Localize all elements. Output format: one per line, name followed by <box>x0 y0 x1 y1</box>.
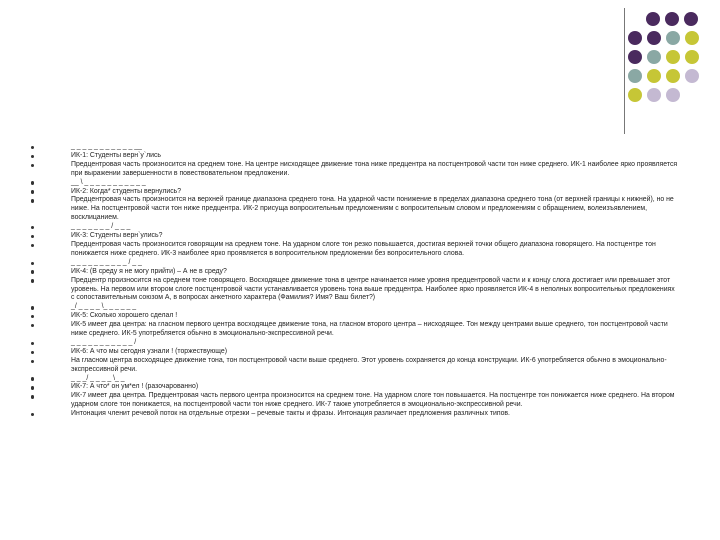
list-item: ИК-4: (В среду я не могу прийти) – А не в среду? <box>28 268 678 277</box>
list-item: ИК-5: Сколько хорошего сделал ! <box>28 312 678 321</box>
decorative-dot <box>685 50 699 64</box>
decorative-dot <box>665 12 679 26</box>
list-item: ИК-3: Студенты верн`улись? <box>28 232 678 241</box>
decorative-dot <box>628 88 642 102</box>
list-item: _ _ _ _ _ _ _ / _ _ _ <box>28 223 678 232</box>
decorative-dot <box>628 50 642 64</box>
decorative-dot <box>647 69 661 83</box>
list-item: _ _ _ _ _ _ _ _ _ _ / _ _ <box>28 259 678 268</box>
list-item: _ _ _ _ _ _ _ _ _ _ _ __ <box>28 143 678 152</box>
list-item: ИК-5 имеет два центра: на гласном первого центра восходящее движение тона, на гласном второго центра – нисходящее. Тон между центрами выше среднего, тон постцентровой части ниже среднего. ИК-5 употребляется обычно в эмоционально-экспрессивной речи. <box>28 321 678 339</box>
decorative-dot <box>646 12 660 26</box>
list-item: ИК-7 имеет два центра. Предцентровая часть первого центра произносится на среднем тоне. На ударном слоге тон повышается. На постцентре тон понижается ниже среднего. На втором ударном слоге тон понижается, на постцентровой части тон ниже среднего. ИК-7 также употребляется в эмоционально-экспрессивной речи. <box>28 392 678 410</box>
decorative-dot <box>666 31 680 45</box>
list-item: __ \ _ _ _ _ _ _ _ _ _ _ _ <box>28 179 678 188</box>
list-item: На гласном центра восходящее движение тона, тон постцентровой части выше среднего. Этот уровень сохраняется до конца конструкции. ИК-6 употребляется обычно в эмоционально-экспрессивной речи. <box>28 357 678 375</box>
list-item: Предцентровая часть произносится на верхней границе диапазона среднего тона. На ударной части понижение в пределах диапазона среднего тона (от верхней границы к нижней), но не ниже. На постцентровой части тон ниже предцентра. ИК-2 присуща вопросительным предложениям с вопросительным словом и предложениям с обращением, волеизъявлением, восклицанием. <box>28 196 678 223</box>
decorative-dot <box>647 50 661 64</box>
decorative-dot <box>684 12 698 26</box>
list-item: ИК-6: А что мы сегодня узнали ! (торжествующе) <box>28 348 678 357</box>
decorative-dot <box>685 69 699 83</box>
decorative-dot <box>647 88 661 102</box>
decorative-dot-grid <box>628 12 718 122</box>
list-item: Предцентровая часть произносится на среднем тоне. На центре нисходящее движение тона ниже предцентра на постцентровой части тон ниже среднего. ИК-1 наиболее ярко проявляется при выражении завершенности в повествовательном предложении. <box>28 161 678 179</box>
decorative-dot <box>666 50 680 64</box>
decorative-dot <box>666 88 680 102</box>
list-item: Предцентровая часть произносится говорящим на среднем тоне. На ударном слоге тон резко повышается, достигая верхней точки общего диапазона говорящего. На постцентре тон понижается ниже среднего. ИК-3 наиболее ярко проявляется в вопросительном предложении без вопросительного слова. <box>28 241 678 259</box>
vertical-divider-line <box>624 8 625 134</box>
decorative-dot <box>647 31 661 45</box>
decorative-dot <box>666 69 680 83</box>
list-item: ИК-2: Когда* студенты вернулись? <box>28 188 678 197</box>
list-item: ИК-1: Студенты верн`у`лись <box>28 152 678 161</box>
list-item: ИК-7: А что* он ум*ел ! (разочарованно) <box>28 383 678 392</box>
intonation-list <box>28 143 678 419</box>
list-item: Интонация членит речевой поток на отдельные отрезки – речевые такты и фразы. Интонация различает предложения различных типов. <box>28 410 678 419</box>
decorative-dot <box>685 31 699 45</box>
decorative-dot <box>628 69 642 83</box>
list-item: Предцентр произносится на среднем тоне говорящего. Восходящее движение тона в центре начинается ниже уровня предцентровой части и к концу слога достигает или превышает этот уровень. На первом или втором слоге постцентровой части устанавливается уровень тона выше предцентра. Наиболее ярко проявляется ИК-4 в неполных вопросительных предложениях с сопоставительным союзом А, в вопросах анкетного характера (Фамилия? Имя? Ваш билет?) <box>28 277 678 304</box>
decorative-dot <box>628 31 642 45</box>
list-item: _ _ _/ _ _ _ _ \_ _ <box>28 375 678 384</box>
list-item: _ _ _ _ _ _ _ _ _ _ _ / <box>28 339 678 348</box>
list-item: _/ _ _ _ _ \_ _ _ _ _ _ <box>28 303 678 312</box>
